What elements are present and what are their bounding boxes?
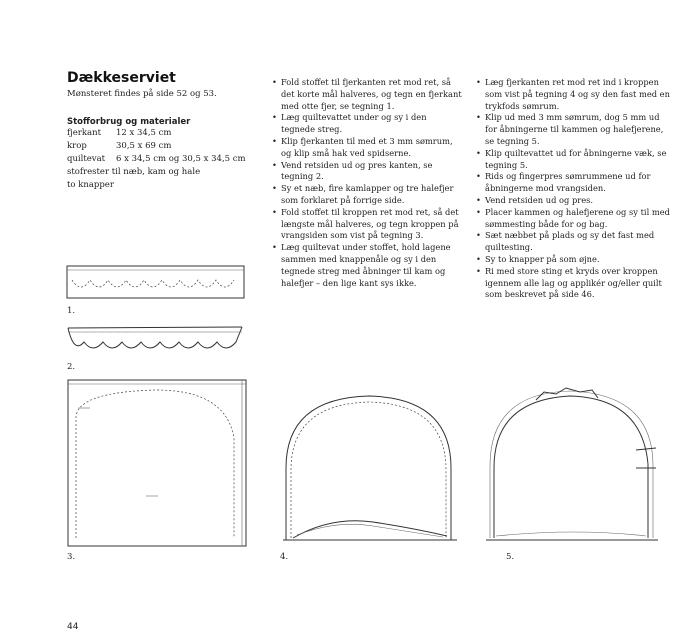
figure-5-trimmed-body-drawing [486,390,666,550]
figure-4-assembly-drawing [281,390,461,550]
figure-label-1: 1. [67,306,76,316]
material-extra-line: to knapper [67,180,114,190]
figure-label-3: 3. [67,552,76,562]
instruction-item: • Klip fjerkanten til med et 3 mm sømrum, og klip små hak ved spidserne. [272,136,462,160]
instruction-item: • Placer kammen og halefjerene og sy til med sømmesting både for og bag. [476,207,671,231]
figure-1-feather-strip-drawing [66,262,246,302]
instruction-item: • Klip quiltevattet ud for åbningerne væk, se tegning 5. [476,148,671,172]
figure-2-scalloped-edge-drawing [66,322,246,362]
pattern-reference: Mønsteret findes på side 52 og 53. [67,89,217,99]
figure-label-5: 5. [506,552,515,562]
instruction-item: • Fold stoffet til fjerkanten ret mod ret, så det korte mål halveres, og tegn en fjerkant med otte fjer, se tegning 1. [272,77,462,112]
material-label: fjerkant [67,128,101,138]
instruction-item: • Klip ud med 3 mm sømrum, dog 5 mm ud for åbningerne til kammen og halefjerene, se tegning 5. [476,112,671,147]
materials-heading: Stofforbrug og materialer [67,117,191,127]
instruction-item: • Rids og fingerpres sømrummene ud for åbningerne mod vrangsiden. [476,171,671,195]
instruction-item: • Fold stoffet til kroppen ret mod ret, så det længste mål halveres, og tegn kroppen på vrangsiden som vist på tegning 3. [272,207,462,242]
instruction-item: • Sy to knapper på som øjne. [476,254,671,266]
material-extra-line: stofrester til næb, kam og hale [67,167,201,177]
material-row-krop [67,141,171,151]
figure-3-body-outline-drawing [66,378,250,550]
instruction-item: • Læg quiltevat under stoffet, hold lagene sammen med knappenåle og sy i den tegnede streg med åbninger til kam og halefjer – den lige kant sys ikke. [272,242,462,289]
material-row-fjerkant [67,128,171,138]
instruction-item: • Læg fjerkanten ret mod ret ind i kroppen som vist på tegning 4 og sy den fast med en trykfods sømrum. [476,77,671,112]
instruction-item: • Sy et næb, fire kamlapper og tre halefjer som forklaret på forrige side. [272,183,462,207]
instruction-item: • Sæt næbbet på plads og sy det fast med quiltesting. [476,230,671,254]
material-value: 12 x 34,5 cm [116,128,172,138]
figure-label-2: 2. [67,362,76,372]
material-value: 30,5 x 69 cm [116,141,172,151]
material-label: quiltevat [67,154,106,164]
instruction-item: • Vend retsiden ud og pres kanten, se tegning 2. [272,160,462,184]
instruction-item: • Ri med store sting et kryds over kroppen igennem alle lag og applikér og/eller quilt som beskrevet på side 46. [476,266,671,301]
material-value: 6 x 34,5 cm og 30,5 x 34,5 cm [116,154,246,164]
instructions-column-right [476,77,671,301]
material-row-quiltevat [67,154,246,164]
page-number: 44 [67,622,79,632]
instruction-item: • Vend retsiden ud og pres. [476,195,671,207]
instruction-item: • Læg quiltevattet under og sy i den tegnede streg. [272,112,462,136]
figure-label-4: 4. [280,552,289,562]
page-title: Dækkeserviet [67,70,176,86]
instructions-column-middle [272,77,462,289]
material-label: krop [67,141,87,151]
